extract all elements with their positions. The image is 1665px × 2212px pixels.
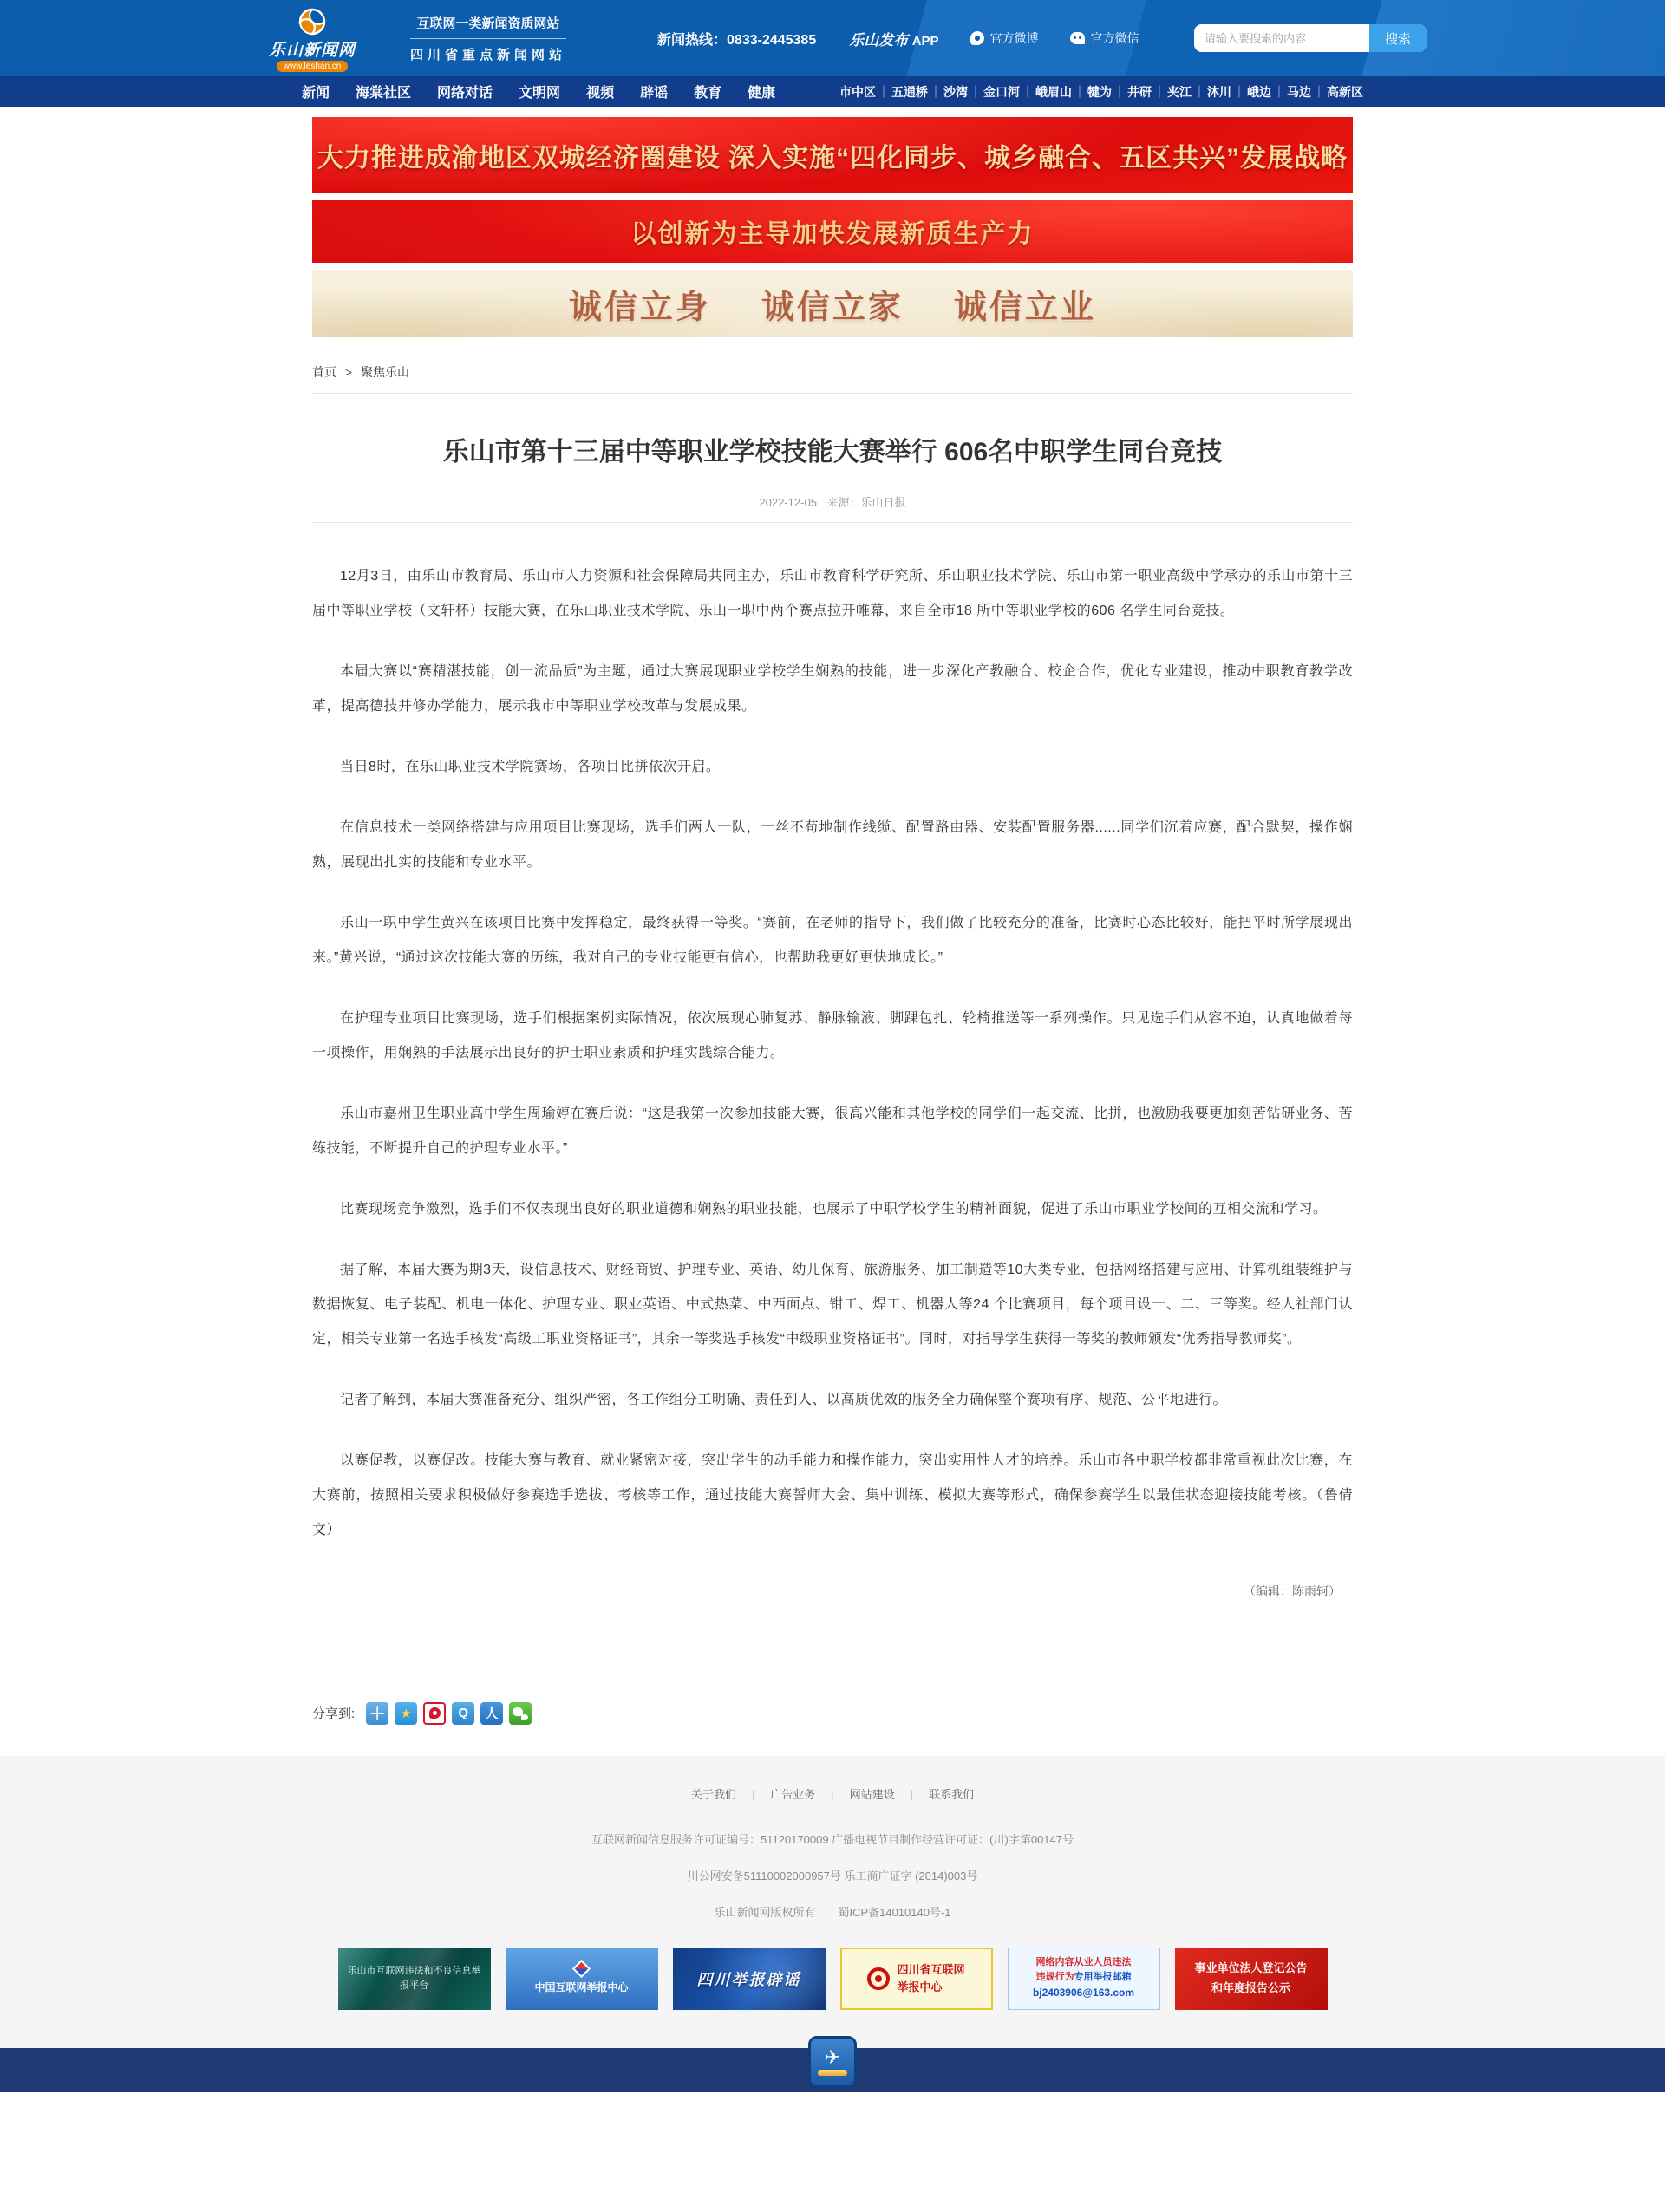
weibo-icon	[970, 31, 984, 45]
mailbox-line1: 网络内容从业人员违法	[1035, 1957, 1132, 1968]
mailbox-line2-red: 违规行为	[1035, 1972, 1074, 1983]
news-hotline: 新闻热线：0833-2445385	[657, 32, 817, 48]
breadcrumb-separator: >	[344, 365, 353, 379]
site-qualifications	[410, 14, 566, 63]
slogan-banner-2[interactable]	[312, 200, 1353, 263]
article-body	[312, 523, 1353, 1548]
article-paragraph: 以赛促教，以赛促改。技能大赛与教育、就业紧密对接，突出学生的动手能力和操作能力，突出实用性人才的培养。乐山市各中职学校都非常重视此次比赛，在大赛前，按照相关要求积极做好参赛选手选拔、考核等工作，通过技能大赛誓师大会、集中训练、模拟大赛等形式，确保参赛学生以最佳状态迎接技能考核。（鲁倩文）	[312, 1452, 1353, 1537]
slogan-banner-3-text: 诚信立家	[761, 289, 904, 326]
footer-link[interactable]: 网站建设 |	[850, 1788, 929, 1801]
article-paragraph: 当日8时，在乐山职业技术学院赛场，各项目比拼依次开启。	[340, 759, 721, 774]
nav-section-item[interactable]: 辟谣	[640, 86, 669, 101]
nav-region-item[interactable]: 夹江 ｜	[1167, 83, 1207, 101]
main-nav	[0, 76, 1665, 107]
site-url: www.leshan.cn	[277, 61, 349, 72]
site-header	[0, 0, 1665, 76]
footer-link[interactable]: 关于我们 |	[691, 1788, 770, 1801]
nav-section-item[interactable]: 健康	[748, 86, 776, 101]
badge-public-institution-line1: 事业单位法人登记公告	[1194, 1961, 1308, 1975]
nav-region-item[interactable]: 金口河 ｜	[983, 83, 1035, 101]
renren-icon[interactable]: 人	[480, 1702, 503, 1725]
article-paragraph: 乐山一职中学生黄兴在该项目比赛中发挥稳定，最终获得一等奖。“赛前，在老师的指导下，我们做了比较充分的准备，比赛时心态比较好，能把平时所学展现出来。”黄兴说，“通过这次技能大赛的历练，我对自己的专业技能更有信心，也帮助我更好更快地成长。”	[312, 915, 1353, 965]
license-line-1: 互联网新闻信息服务许可证编号：51120170009 广播电视节目制作经营许可证：(川)字第00147号	[591, 1832, 1074, 1846]
badge-report-mailbox[interactable]	[1008, 1948, 1160, 2010]
badge-public-institution[interactable]	[1175, 1948, 1328, 2010]
breadcrumb	[312, 363, 1353, 381]
qualification-line-2: 四川省重点新闻网站	[410, 47, 567, 62]
site-logo[interactable]	[238, 8, 386, 72]
badge-sichuan-report[interactable]	[840, 1948, 993, 2010]
footer-badges-row	[0, 1948, 1665, 2010]
article-paragraph: 据了解，本届大赛为期3天，设信息技术、财经商贸、护理专业、英语、幼儿保育、旅游服务、加工制造等10大类专业，包括网络搭建与应用、计算机组装维护与数据恢复、电子装配、机电一体化、护理专业、职业英语、中式热菜、中西面点、钳工、焊工、机器人等24 个比赛项目，每个项目设一、二、三等奖。经人社部门认定，相关专业第一名选手核发“高级工职业资格证书”，其余一等奖选手核发“中级职业资格证书”。同时，对指导学生获得一等奖的教师颁发“优秀指导教师奖”。	[312, 1262, 1353, 1347]
nav-region-item[interactable]: 沙湾 ｜	[944, 83, 983, 101]
article-paragraph: 在信息技术一类网络搭建与应用项目比赛现场，选手们两人一队，一丝不苟地制作线缆、配置路由器、安装配置服务器......同学们沉着应赛，配合默契，操作娴熟，展现出扎实的技能和专业水平。	[312, 819, 1353, 870]
emblem-plane-icon: ✈	[824, 2046, 841, 2068]
editor-credit: （编辑：陈雨轲）	[1244, 1583, 1341, 1598]
registration-emblem[interactable]	[808, 2036, 857, 2088]
site-name: 乐山新闻网	[268, 42, 356, 60]
nav-section-item[interactable]: 新闻	[302, 86, 330, 101]
badge-sichuan-report-line1: 四川省互联网	[897, 1963, 965, 1976]
badge-china-report-text: 中国互联网举报中心	[534, 1981, 629, 1993]
article-meta	[312, 493, 1353, 510]
bird-swirl-icon	[290, 8, 335, 42]
license-line-2: 川公网安备51110002000957号 乐工商广证字 (2014)003号	[687, 1869, 978, 1882]
nav-section-item[interactable]: 网络对话	[437, 86, 493, 101]
official-wechat-link[interactable]	[1070, 29, 1139, 47]
diamond-logo-icon	[572, 1960, 591, 1978]
footer-link[interactable]: 联系我们	[929, 1787, 975, 1801]
badge-china-report[interactable]	[506, 1948, 658, 2010]
emblem-ribbon-icon	[818, 2070, 847, 2076]
footer-links	[0, 1785, 1665, 1803]
breadcrumb-home-link[interactable]: 首页	[312, 365, 336, 379]
nav-section-item[interactable]: 视频	[586, 86, 615, 101]
qualification-line-1: 互联网一类新闻资质网站	[410, 14, 566, 39]
app-script-label: 乐山发布	[849, 31, 909, 49]
slogan-banner-1[interactable]	[312, 117, 1353, 193]
mailbox-email: bj2403906@163.com	[1032, 1987, 1135, 2000]
nav-region-item[interactable]: 市中区 ｜	[839, 83, 891, 101]
site-footer	[0, 1756, 1665, 2048]
badge-sichuan-piyao-text: 四川举报辟谣	[696, 1970, 801, 1988]
nav-regions	[839, 83, 1363, 101]
official-weibo-link[interactable]	[970, 29, 1039, 47]
article-paragraph: 比赛现场竞争激烈，选手们不仅表现出良好的职业道德和娴熟的职业技能，也展示了中职学校学生的精神面貌，促进了乐山市职业学校间的互相交流和学习。	[340, 1201, 1328, 1217]
swirl-logo-icon	[867, 1967, 890, 1990]
mailbox-line2-blue: 专用举报邮箱	[1074, 1972, 1132, 1983]
wechat-icon	[1070, 32, 1085, 44]
badge-leshan-report-text: 乐山市互联网违法和不良信息举报平台	[347, 1966, 481, 1991]
badge-sichuan-report-text	[897, 1961, 964, 1995]
sina-weibo-icon[interactable]	[423, 1702, 446, 1725]
wechat-label: 官方微信	[1090, 31, 1139, 45]
nav-region-item[interactable]: 峨边 ｜	[1247, 83, 1287, 101]
nav-section-item[interactable]: 教育	[694, 86, 722, 101]
share-more-icon[interactable]: ＋	[366, 1702, 388, 1725]
nav-sections	[302, 82, 801, 101]
article-paragraph: 记者了解到，本届大赛准备充分、组织严密，各工作组分工明确、责任到人、以高质优效的服务全力确保整个赛项有序、规范、公平地进行。	[340, 1392, 1228, 1407]
nav-section-item[interactable]: 文明网	[519, 86, 561, 101]
badge-leshan-report[interactable]	[338, 1948, 491, 2010]
app-suffix-label: APP	[911, 33, 939, 49]
article-paragraph: 乐山市嘉州卫生职业高中学生周瑜婷在赛后说：“这是我第一次参加技能大赛，很高兴能和其他学校的同学们一起交流、比拼，也激励我要更加刻苦钻研业务、苦练技能，不断提升自己的护理专业水平。”	[312, 1106, 1353, 1156]
footer-link[interactable]: 广告业务 |	[770, 1788, 849, 1801]
copyright-line: 乐山新闻网版权所有 蜀ICP备14010140号-1	[714, 1905, 951, 1919]
nav-region-item[interactable]: 沐川 ｜	[1207, 83, 1247, 101]
wechat-share-icon[interactable]	[509, 1702, 532, 1725]
search-button[interactable]: 搜索	[1369, 24, 1427, 52]
search-input[interactable]	[1194, 24, 1369, 52]
badge-sichuan-report-line2: 举报中心	[897, 1980, 943, 1993]
nav-region-item[interactable]: 高新区	[1327, 84, 1363, 99]
nav-section-item[interactable]: 海棠社区	[356, 86, 412, 101]
qzone-icon[interactable]: ★	[395, 1702, 417, 1725]
divider	[312, 393, 1353, 394]
slogan-banner-3[interactable]	[312, 270, 1353, 337]
nav-region-item[interactable]: 犍为 ｜	[1087, 83, 1127, 101]
slogan-banner-3-text: 诚信立身	[568, 289, 711, 326]
weibo-label: 官方微博	[989, 31, 1039, 45]
article-paragraph: 在护理专业项目比赛现场，选手们根据案例实际情况，依次展现心肺复苏、静脉输液、脚踝包扎、轮椅推送等一系列操作。只见选手们从容不迫，认真地做着每一项操作，用娴熟的手法展示出良好的护士职业素质和护理实践综合能力。	[312, 1010, 1353, 1060]
share-label: 分享到:	[312, 1706, 356, 1721]
tencent-weibo-icon[interactable]: Q	[452, 1702, 474, 1725]
share-row	[312, 1702, 1353, 1725]
badge-public-institution-line2: 和年度报告公示	[1211, 1980, 1290, 1994]
article-date: 2022-12-05	[759, 495, 817, 509]
bottom-strip	[0, 2048, 1665, 2092]
article-paragraph: 12月3日，由乐山市教育局、乐山市人力资源和社会保障局共同主办，乐山市教育科学研究所、乐山职业技术学院、乐山市第一职业高级中学承办的乐山市第十三届中等职业学校（文轩杯）技能大赛，在乐山职业技术学院、乐山一职中两个赛点拉开帷幕，来自全市18 所中等职业学校的606 名学生同台竞技。	[312, 568, 1353, 618]
search-box	[1194, 24, 1427, 52]
footer-fine-print	[0, 1830, 1665, 1920]
nav-region-item[interactable]: 五通桥 ｜	[891, 83, 944, 101]
article-title: 乐山市第十三届中等职业学校技能大赛举行 606名中职学生同台竞技	[442, 438, 1223, 467]
breadcrumb-current-link[interactable]: 聚焦乐山	[360, 365, 409, 379]
nav-region-item[interactable]: 峨眉山 ｜	[1035, 83, 1087, 101]
slogan-banner-2-text: 以创新为主导加快发展新质生产力	[630, 219, 1035, 248]
slogan-banner-3-text: 诚信立业	[954, 289, 1097, 326]
app-link[interactable]	[849, 28, 938, 49]
article-source: 来源：乐山日报	[826, 495, 906, 509]
nav-region-item[interactable]: 井研 ｜	[1127, 83, 1167, 101]
badge-sichuan-piyao[interactable]	[673, 1948, 826, 2010]
article-paragraph: 本届大赛以“赛精湛技能，创一流品质”为主题，通过大赛展现职业学校学生娴熟的技能，进一步深化产教融合、校企合作，优化专业建设，推动中职教育教学改革，提高德技并修办学能力，展示我市中等职业学校改革与发展成果。	[312, 663, 1353, 714]
nav-region-item[interactable]: 马边 ｜	[1287, 83, 1327, 101]
slogan-banner-1-text: 大力推进成渝地区双城经济圈建设 深入实施“四化同步、城乡融合、五区共兴”发展战略	[317, 144, 1348, 173]
